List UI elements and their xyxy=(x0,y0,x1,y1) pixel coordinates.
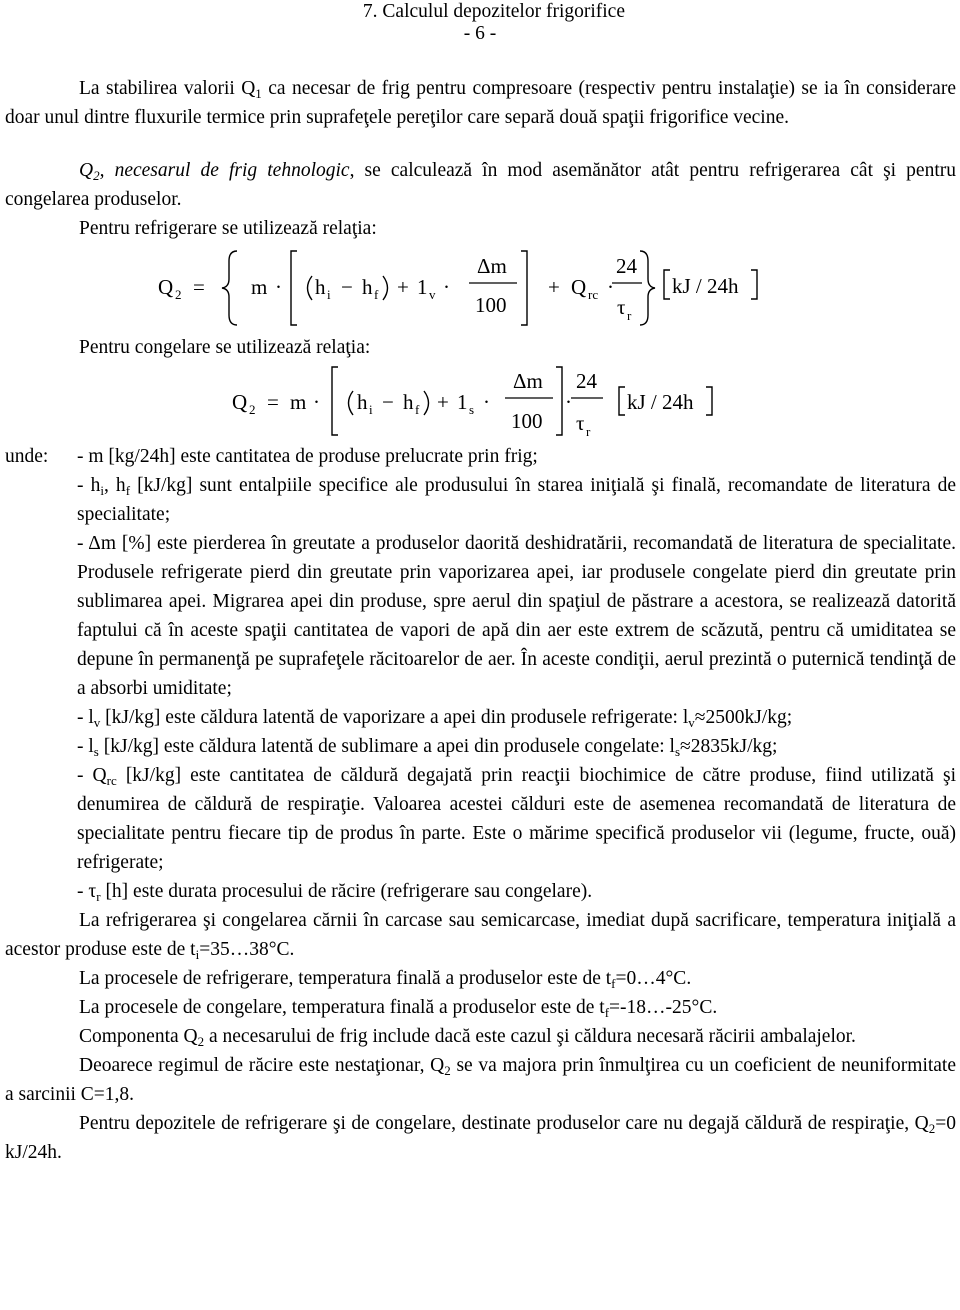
subscript: v xyxy=(93,715,101,730)
text-run: - l xyxy=(77,736,94,757)
f2-lhs: Q xyxy=(232,390,248,414)
chapter-header: 7. Calculul depozitelor frigorifice xyxy=(362,1,625,22)
text-run: La procesele de refrigerare, temperatura finală a produselor este de t xyxy=(79,968,612,989)
paragraph-carne xyxy=(5,906,956,964)
f1-dot1: · xyxy=(275,275,282,299)
text-run: ≈2835kJ/kg; xyxy=(680,736,778,757)
f1-qrc: Q xyxy=(571,275,587,299)
f2-hundred: 100 xyxy=(511,409,543,433)
f1-right-brace xyxy=(640,251,655,325)
paragraph-neuniformitate xyxy=(5,1051,956,1109)
f2-left-paren xyxy=(349,391,354,415)
f2-right-paren xyxy=(424,391,429,415)
text-run: - l xyxy=(77,707,94,728)
subscript: s xyxy=(93,744,99,759)
f1-qrc-sub: rc xyxy=(588,287,599,302)
text-run: Deoarece regimul de răcire este nestaţionar, Q xyxy=(79,1055,445,1076)
f1-right-bracket xyxy=(521,251,527,325)
f1-num: 24 xyxy=(616,254,637,278)
text-run: Q xyxy=(79,160,94,181)
subscript: v xyxy=(688,715,695,730)
text-run: - h xyxy=(77,475,101,496)
text-run: La stabilirea valorii Q xyxy=(79,78,256,99)
subscript: f xyxy=(611,976,616,991)
f2-h2: h xyxy=(403,390,414,414)
text-run: [h] este durata procesului de răcire (refrigerare sau congelare). xyxy=(100,881,593,902)
f1-lhs-sub: 2 xyxy=(175,287,182,302)
f1-hi-sub: i xyxy=(327,287,331,302)
definition-ls xyxy=(77,732,956,761)
f2-minus: − xyxy=(382,390,394,414)
text-run: =35…38°C. xyxy=(199,939,295,960)
f1-dot3: · xyxy=(607,275,614,299)
f1-minus: − xyxy=(341,275,353,299)
f1-plus2: + xyxy=(548,275,560,299)
text-run: - τ xyxy=(77,881,97,902)
text-run: , h xyxy=(103,475,126,496)
f2-unit-left-bracket xyxy=(619,387,625,415)
f1-dot2: · xyxy=(443,275,450,299)
f1-m: m xyxy=(251,275,268,299)
definitions-block xyxy=(5,442,956,906)
definition-qrc xyxy=(77,761,956,877)
text-run: [kJ/kg] este cantitatea de căldură degajată prin reacţii biochimice de către produse, fiind utilizată şi denumirea de căldură de respiraţie. Valoarea acestei călduri este de asemenea recomandată de literatura de specialitate pentru fiecare tip de produs în parte. Este o mărime specifică produselor vii (legume, fructe, ouă) refrigerate; xyxy=(77,765,956,873)
text-run: [kJ/kg] este căldura latentă de vaporizare a apei din produsele refrigerate: l xyxy=(100,707,689,728)
f1-hundred: 100 xyxy=(475,293,507,317)
subscript: i xyxy=(195,947,200,962)
formula-congelare xyxy=(5,362,956,442)
page-number: - 6 - xyxy=(463,23,497,44)
f2-l: 1 xyxy=(457,390,468,414)
subscript: 2 xyxy=(93,168,100,183)
f2-hi-sub: i xyxy=(369,402,373,417)
f1-left-brace xyxy=(222,251,237,325)
f2-dot2: · xyxy=(483,390,490,414)
paragraph-congelare-intro: Pentru congelare se utilizează relaţia: xyxy=(79,337,371,358)
f2-plus: + xyxy=(437,390,449,414)
formula-refrigerare xyxy=(5,243,956,333)
subscript: f xyxy=(604,1005,610,1020)
text-run-italic: , necesarul de frig tehnologic xyxy=(99,160,350,181)
definition-h xyxy=(77,471,956,529)
f1-h1: h xyxy=(315,275,326,299)
text-run: , se calculează în mod asemănător atât pentru refrigerarea cât şi pentru congelarea produselor. xyxy=(5,160,957,210)
text-run: - Q xyxy=(77,765,107,786)
subscript: i xyxy=(100,483,104,498)
text-run: [kJ/kg] sunt entalpiile specifice ale produsului în starea iniţială şi finală, recomandate de literatura de specialitate; xyxy=(77,475,957,525)
f1-right-paren xyxy=(383,276,388,300)
subscript: 2 xyxy=(444,1063,451,1078)
subscript: s xyxy=(674,744,681,759)
f2-h1: h xyxy=(357,390,368,414)
f2-ls-sub: s xyxy=(469,402,475,417)
text-run: =-18…-25°C. xyxy=(609,997,718,1018)
paragraph-q1 xyxy=(5,74,956,132)
definition-m: - m [kg/24h] este cantitatea de produse prelucrate prin frig; xyxy=(77,446,538,467)
f2-dm: Δm xyxy=(513,369,543,393)
text-run: Pentru depozitele de refrigerare şi de congelare, destinate produselor care nu degajă căldură de respiraţie, Q xyxy=(79,1113,929,1134)
f1-dm: Δm xyxy=(477,254,507,278)
f1-unit: kJ / 24h xyxy=(672,274,739,298)
text-run: La procesele de congelare, temperatura finală a produselor este de t xyxy=(79,997,605,1018)
f1-plus1: + xyxy=(397,275,409,299)
text-run: =0…4°C. xyxy=(615,968,692,989)
f2-unit: kJ / 24h xyxy=(627,390,694,414)
f1-unit-left-bracket xyxy=(664,270,670,299)
paragraph-refrigerare-intro: Pentru refrigerare se utilizează relaţia: xyxy=(79,218,377,239)
f1-unit-right-bracket xyxy=(751,270,757,299)
paragraph-ambalaje xyxy=(5,1022,956,1051)
text-run: Componenta Q xyxy=(79,1026,198,1047)
f1-left-paren xyxy=(308,276,313,300)
subscript: rc xyxy=(106,773,117,788)
f2-lhs-sub: 2 xyxy=(249,402,256,417)
subscript: r xyxy=(96,889,101,904)
paragraph-refrigerare-final xyxy=(5,964,956,993)
f1-hf-sub: f xyxy=(374,287,379,302)
formula-refrigerare-svg xyxy=(5,243,956,333)
f1-tau: τ xyxy=(617,295,626,319)
text-run: =0 kJ/24h. xyxy=(5,1113,956,1163)
f1-eq: = xyxy=(193,275,205,299)
f1-left-bracket xyxy=(291,251,297,325)
definitions-label: unde: xyxy=(5,446,49,467)
formula-congelare-svg xyxy=(5,362,956,442)
subscript: f xyxy=(125,483,131,498)
f1-lv-sub: v xyxy=(429,287,436,302)
subscript: 1 xyxy=(255,86,262,101)
f2-dot3: · xyxy=(565,390,572,414)
text-run: ≈2500kJ/kg; xyxy=(694,707,793,728)
f2-num: 24 xyxy=(576,369,597,393)
text-run: se va majora prin înmulţirea cu un coeficient de neuniformitate a sarcinii C=1,8. xyxy=(5,1055,957,1105)
f1-h2: h xyxy=(362,275,373,299)
f1-tau-sub: r xyxy=(627,308,632,323)
f2-eq: = xyxy=(267,390,279,414)
definition-tau xyxy=(77,877,956,906)
f2-right-bracket xyxy=(556,367,562,435)
f2-tau: τ xyxy=(576,411,585,435)
text-run: a necesarului de frig include dacă este cazul şi căldura necesară răcirii ambalajelor. xyxy=(204,1026,856,1047)
f2-dot1: · xyxy=(313,390,320,414)
f2-left-bracket xyxy=(332,367,338,435)
text-run: La refrigerarea şi congelarea cărnii în carcase sau semicarcase, imediat după sacrificare, temperatura iniţială a acestor produse este de t xyxy=(5,910,956,960)
f2-tau-sub: r xyxy=(586,424,591,439)
text-run: [kJ/kg] este căldura latentă de sublimare a apei din produsele congelate: l xyxy=(98,736,675,757)
f2-m: m xyxy=(290,390,307,414)
paragraph-congelare-final xyxy=(5,993,956,1022)
f2-hf-sub: f xyxy=(415,402,420,417)
text-run: ca necesar de frig pentru compresoare (respectiv pentru instalaţie) se ia în considerare doar unul dintre fluxurile termice prin suprafeţele pereţilor care separă două spaţii frigorifice vecine. xyxy=(5,78,956,128)
f1-l: 1 xyxy=(417,275,428,299)
paragraph-q2 xyxy=(5,156,956,214)
f1-lhs: Q xyxy=(158,275,174,299)
subscript: 2 xyxy=(197,1034,205,1049)
paragraph-fara-respiratie xyxy=(5,1109,956,1167)
definition-lv xyxy=(77,703,956,732)
document-body xyxy=(5,74,956,1167)
subscript: 2 xyxy=(928,1121,936,1136)
definition-dm: - Δm [%] este pierderea în greutate a produselor daorită deshidratării, recomandată de literatura de specialitate. Produsele refrigerate pierd din greutate prin vaporizarea apei, iar produsele congelate pierd din greutate prin sublimarea apei. Migrarea apei din produse, spre aerul din spaţiul de păstrare a acestora, se realizează datorită faptului că în aceste spaţii cantitatea de vapori de apă din aer este extrem de scăzută, pentru că umiditatea se depune în permanenţă pe suprafeţele răcitoarelor de aer. În aceste condiţii, aerul prezintă o puternică tendinţă de a absorbi umiditate; xyxy=(77,533,956,699)
f2-unit-right-bracket xyxy=(706,387,712,415)
definitions-list xyxy=(77,442,956,906)
